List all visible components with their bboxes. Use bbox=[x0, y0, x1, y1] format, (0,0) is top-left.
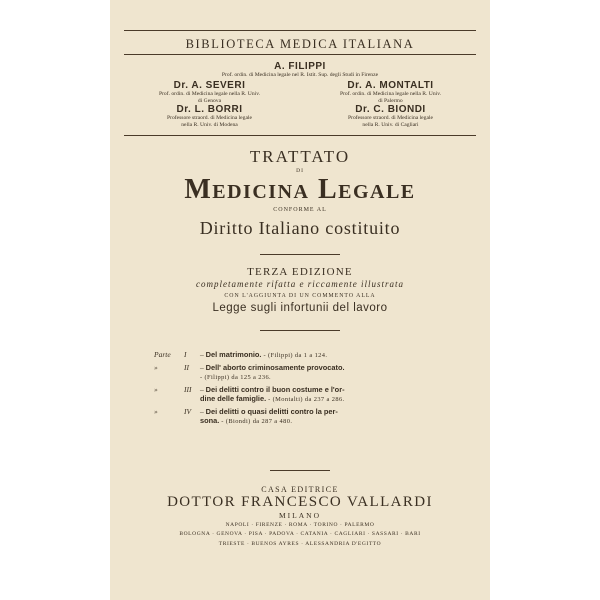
publisher-branches-2: BOLOGNA · GENOVA · PISA · PADOVA · CATANIA · CAGLIARI · SASSARI · BARI bbox=[179, 531, 421, 537]
part-range: - (Filippi) da 125 a 236. bbox=[200, 374, 272, 381]
book-subtitle: Diritto Italiano costituito bbox=[199, 218, 401, 238]
part-number: IV bbox=[184, 407, 192, 416]
author-severi-name: Dr. A. SEVERI bbox=[173, 80, 246, 91]
publisher-short-rule bbox=[270, 470, 330, 471]
part-title: Dell' aborto criminosamente provocato. bbox=[205, 363, 345, 372]
author-biondi bbox=[303, 104, 478, 128]
publisher-casa: CASA EDITRICE bbox=[261, 485, 339, 494]
part-prefix: Parte bbox=[154, 350, 171, 359]
title-conforme: CONFORME AL bbox=[273, 207, 327, 213]
author-borri-desc1: Professore straord. di Medicina legale bbox=[167, 115, 252, 121]
author-severi bbox=[122, 80, 297, 104]
author-borri-desc2: nella R. Univ. di Modena bbox=[181, 121, 238, 128]
parts-list bbox=[154, 350, 454, 429]
edition-legge: Legge sugli infortunii del lavoro bbox=[212, 302, 388, 314]
part-item: » IV – Dei delitti o quasi delitti contro la per- sona. - (Biondi) da 287 a 480. bbox=[154, 407, 338, 425]
part-prefix: » bbox=[154, 363, 158, 372]
edition-label: TERZA EDIZIONE bbox=[247, 266, 353, 278]
part-title: Del matrimonio. bbox=[205, 350, 262, 359]
series-title: BIBLIOTECA MEDICA ITALIANA bbox=[185, 37, 415, 51]
part-prefix: » bbox=[154, 407, 158, 416]
author-filippi-name: A. FILIPPI bbox=[274, 61, 326, 72]
author-filippi-desc: Prof. ordin. di Medicina legale nel R. Istit. Sup. degli Studi in Firenze bbox=[221, 72, 379, 78]
publisher-branches-3: TRIESTE · BUENOS AYRES · ALESSANDRIA D'EGITTO bbox=[218, 541, 382, 547]
part-number: I bbox=[184, 350, 187, 359]
series-rule-top bbox=[124, 30, 476, 31]
author-montalti-desc1: Prof. ordin. di Medicina legale nella R. Univ. bbox=[339, 91, 442, 97]
edition-aggiunta: CON L'AGGIUNTA DI UN COMMENTO ALLA bbox=[224, 293, 376, 299]
author-biondi-desc2: nella R. Univ. di Cagliari bbox=[362, 121, 419, 128]
publisher-city: MILANO bbox=[279, 511, 321, 520]
part-item: » III – Dei delitti contro il buon costume e l'or- dine delle famiglie. - (Montalti) da 237 a 286. bbox=[154, 385, 345, 403]
author-montalti-name: Dr. A. MONTALTI bbox=[347, 80, 434, 91]
title-di: DI bbox=[296, 168, 304, 174]
part-title: Dei delitti contro il buon costume e l'or- bbox=[205, 385, 345, 394]
part-range: - (Filippi) da 1 a 124. bbox=[261, 352, 328, 359]
part-range: - (Montalti) da 237 a 286. bbox=[266, 396, 345, 403]
title-page bbox=[110, 0, 490, 600]
author-borri bbox=[122, 104, 297, 128]
part-title-cont: sona. bbox=[200, 416, 220, 425]
part-number: III bbox=[184, 385, 192, 394]
part-item: » II – Dell' aborto criminosamente provocato. - (Filippi) da 125 a 236. bbox=[154, 363, 345, 381]
author-biondi-name: Dr. C. BIONDI bbox=[355, 104, 426, 115]
title-short-rule bbox=[260, 254, 340, 255]
part-item: Parte I – Del matrimonio. - (Filippi) da 1 a 124. bbox=[154, 350, 328, 359]
part-title-cont: dine delle famiglie. bbox=[200, 394, 267, 403]
author-biondi-desc1: Professore straord. di Medicina legale bbox=[348, 115, 433, 121]
series-rule-bottom bbox=[124, 54, 476, 55]
author-severi-desc1: Prof. ordin. di Medicina legale nella R. Univ. bbox=[158, 91, 261, 97]
part-number: II bbox=[184, 363, 189, 372]
publisher-branches-1: NAPOLI · FIRENZE · ROMA · TORINO · PALERMO bbox=[225, 522, 375, 528]
title-trattato: TRATTATO bbox=[249, 147, 351, 166]
author-borri-name: Dr. L. BORRI bbox=[176, 104, 243, 115]
part-range: - (Biondi) da 287 a 480. bbox=[219, 418, 293, 425]
author-severi-desc2: di Genova bbox=[197, 97, 222, 104]
authors-rule bbox=[124, 135, 476, 136]
author-montalti bbox=[303, 80, 478, 104]
publisher-name: DOTTOR FRANCESCO VALLARDI bbox=[167, 494, 433, 510]
part-title: Dei delitti o quasi delitti contro la per- bbox=[205, 407, 338, 416]
edition-note: completamente rifatta e riccamente illustrata bbox=[196, 279, 404, 289]
book-title: Medicina Legale bbox=[184, 174, 416, 205]
parts-short-rule bbox=[260, 330, 340, 331]
part-prefix: » bbox=[154, 385, 158, 394]
author-montalti-desc2: di Palermo bbox=[378, 97, 403, 104]
